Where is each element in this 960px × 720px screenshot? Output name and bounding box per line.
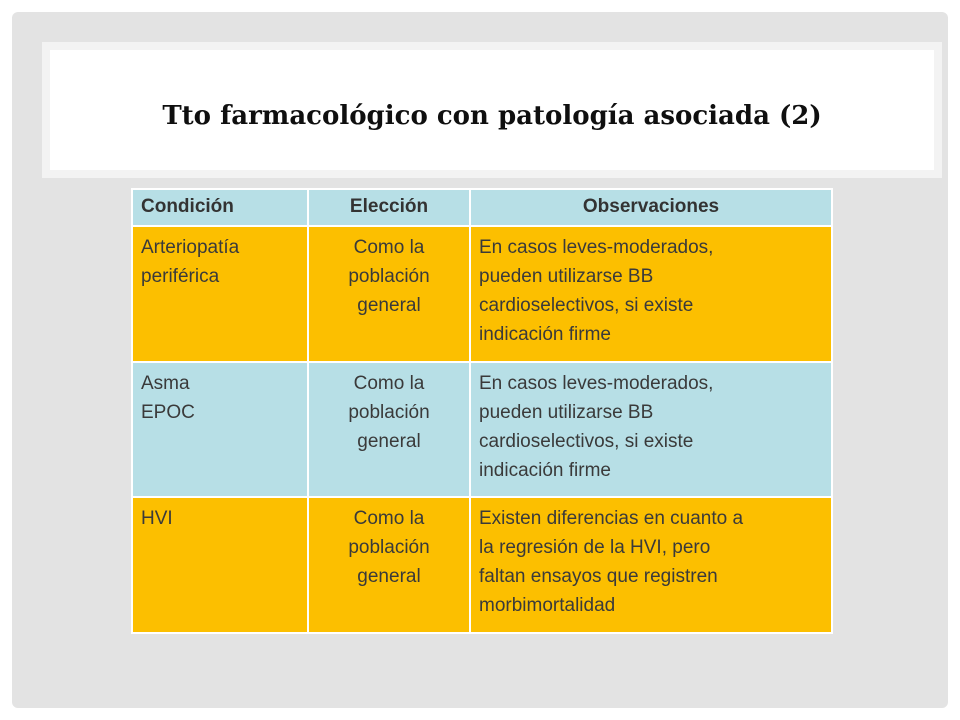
title-box	[42, 42, 942, 178]
header-observaciones: Observaciones	[470, 189, 832, 226]
table-row	[132, 362, 832, 497]
cell-eleccion: Como la población general	[308, 226, 470, 362]
cell-eleccion: Como la población general	[308, 497, 470, 633]
table-header-row	[132, 189, 832, 226]
header-condicion: Condición	[132, 189, 308, 226]
cell-condicion: HVI	[132, 497, 308, 633]
table-row	[132, 226, 832, 362]
cell-observaciones: Existen diferencias en cuanto a la regresión de la HVI, pero faltan ensayos que registren morbimortalidad	[470, 497, 832, 633]
cell-condicion: Asma EPOC	[132, 362, 308, 497]
cell-observaciones: En casos leves-moderados, pueden utilizarse BB cardioselectivos, si existe indicación firme	[470, 226, 832, 362]
slide-title: Tto farmacológico con patología asociada (2)	[162, 101, 822, 131]
cell-condicion: Arteriopatía periférica	[132, 226, 308, 362]
cell-eleccion: Como la población general	[308, 362, 470, 497]
cell-observaciones: En casos leves-moderados, pueden utilizarse BB cardioselectivos, si existe indicación firme	[470, 362, 832, 497]
table-row	[132, 497, 832, 633]
header-eleccion: Elección	[308, 189, 470, 226]
treatment-table	[131, 188, 833, 634]
